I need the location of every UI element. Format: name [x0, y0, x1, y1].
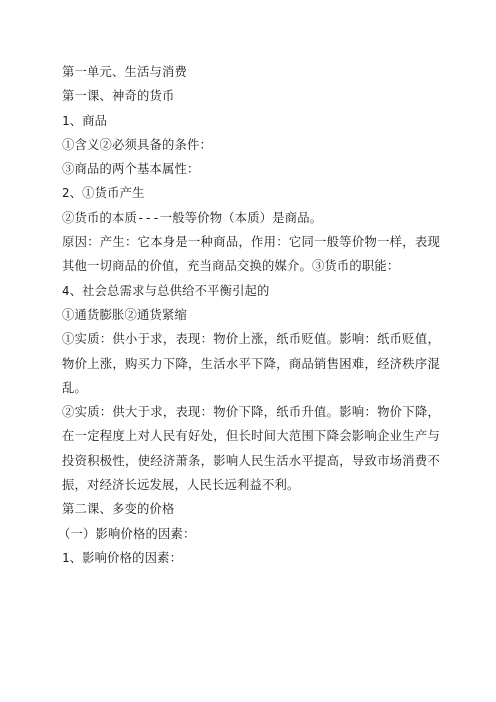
- lesson-title: 第一课、神奇的货币: [62, 89, 175, 104]
- deflation-paragraph: ②实质：供大于求，表现：物价下降，纸币升值。影响：物价下降，在一定程度上对人民有好处，但长时间大范围下降会影响企业生产与投资积极性，使经济萧条，影响人民生活水平提高，导致市场消费不振，对经济长远发展，人民长远利益不利。: [62, 405, 440, 493]
- document-page: [58, 60, 440, 570]
- currency-essence: ②货币的本质---一般等价物（本质）是商品。: [62, 210, 323, 225]
- inflation-paragraph: ①实质：供小于求，表现：物价上涨，纸币贬值。影响：纸币贬值，物价上涨，购买力下降，生活水平下降，商品销售困难，经济秩序混乱。: [62, 332, 440, 395]
- commodity-definition: ①含义②必须具备的条件：: [62, 137, 212, 152]
- inflation-deflation-heading: ①通货膨胀②通货紧缩: [62, 307, 187, 322]
- commodity-attributes: ③商品的两个基本属性：: [62, 162, 200, 177]
- heading-commodity: 1、商品: [62, 113, 108, 128]
- currency-reason-paragraph: 原因：产生：它本身是一种商品，作用：它同一般等价物一样，表现其他一切商品的价值，充当商品交换的媒介。③货币的职能：: [62, 235, 440, 274]
- heading-price-factors: 1、影响价格的因素：: [62, 550, 183, 565]
- heading-currency-origin: 2、①货币产生: [62, 186, 145, 201]
- heading-supply-demand: 4、社会总需求与总供给不平衡引起的: [62, 283, 270, 298]
- lesson2-title: 第二课、多变的价格: [62, 502, 175, 517]
- section-price-factors: （一）影响价格的因素：: [58, 526, 196, 541]
- unit-title: 第一单元、生活与消费: [62, 65, 187, 79]
